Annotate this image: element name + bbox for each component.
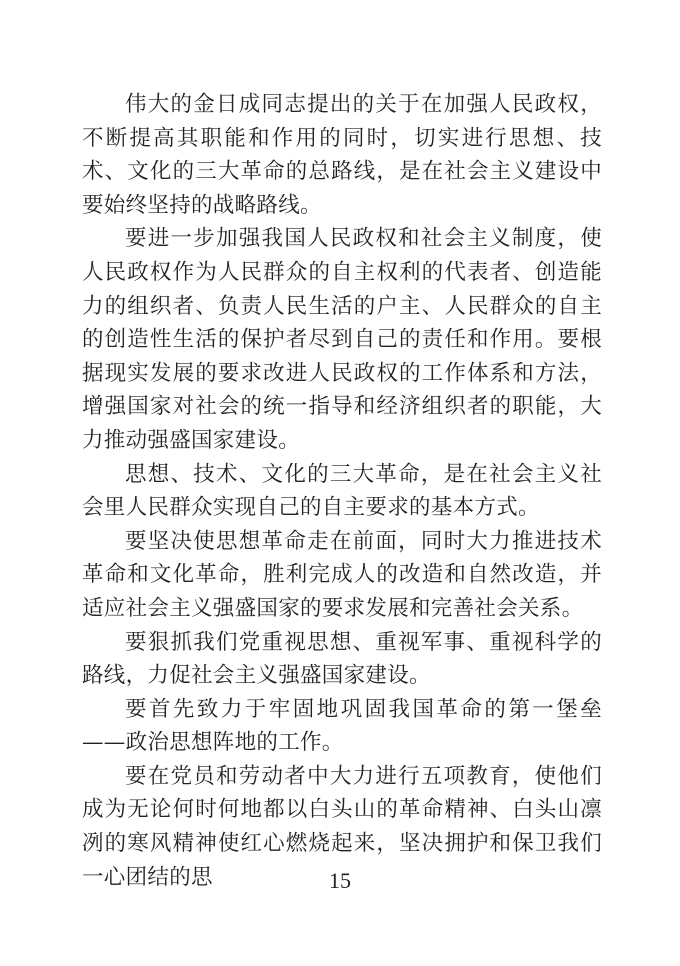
body-text [82,88,602,894]
paragraph: 思想、技术、文化的三大革命，是在社会主义社会里人民群众实现自己的自主要求的基本方式。 [82,461,602,521]
paragraph: 要在党员和劳动者中大力进行五项教育，使他们成为无论何时何地都以白头山的革命精神、白头山凛冽的寒风精神使红心燃烧起来，坚决拥护和保卫我们一心团结的思 [82,763,602,890]
paragraph: 伟大的金日成同志提出的关于在加强人民政权，不断提高其职能和作用的同时，切实进行思想、技术、文化的三大革命的总路线，是在社会主义建设中要始终坚持的战略路线。 [82,92,602,218]
paragraph: 要坚决使思想革命走在前面，同时大力推进技术革命和文化革命，胜利完成人的改造和自然改造，并适应社会主义强盛国家的要求发展和完善社会关系。 [82,528,602,621]
paragraph: 要狠抓我们党重视思想、重视军事、重视科学的路线，力促社会主义强盛国家建设。 [82,629,602,689]
paragraph: 要首先致力于牢固地巩固我国革命的第一堡垒——政治思想阵地的工作。 [82,696,602,756]
page-number: 15 [329,868,351,893]
paragraph: 要进一步加强我国人民政权和社会主义制度，使人民政权作为人民群众的自主权利的代表者、创造能力的组织者、负责人民生活的户主、人民群众的自主的创造性生活的保护者尽到自己的责任和作用。要根据现实发展的要求改进人民政权的工作体系和方法，增强国家对社会的统一指导和经济组织者的职能，大力推动强盛国家建设。 [82,226,602,453]
